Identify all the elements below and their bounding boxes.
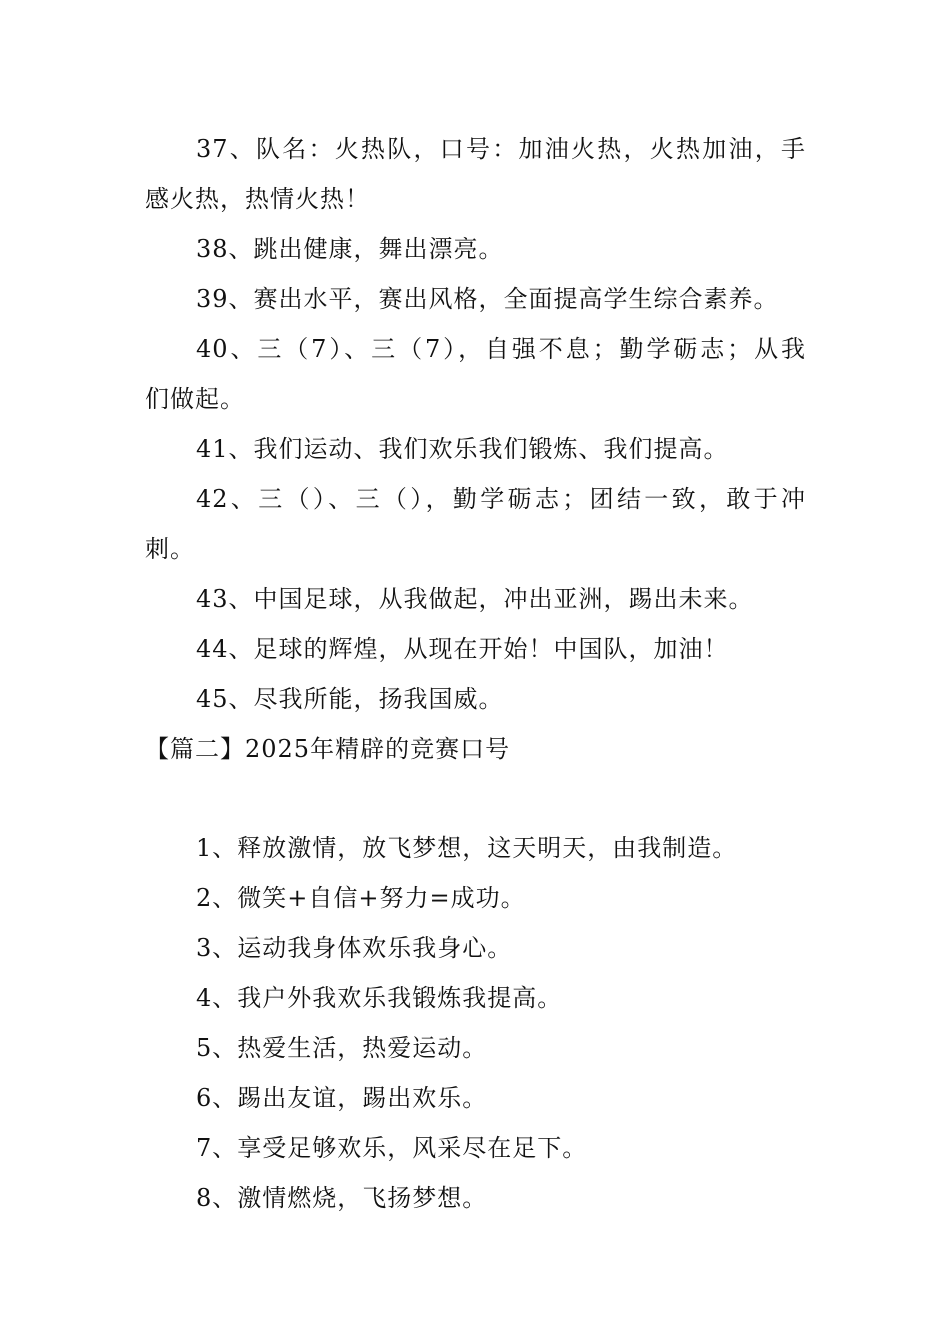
slogan-45: 45、尽我所能，扬我国威。 <box>196 685 504 713</box>
slogan-42-line2: 刺。 <box>145 535 195 563</box>
slogan-39: 39、赛出水平，赛出风格，全面提高学生综合素养。 <box>196 285 779 313</box>
slogan-7: 7、享受足够欢乐，风采尽在足下。 <box>196 1134 588 1162</box>
slogan-41: 41、我们运动、我们欢乐我们锻炼、我们提高。 <box>196 435 729 463</box>
slogan-6: 6、踢出友谊，踢出欢乐。 <box>196 1084 488 1112</box>
slogan-40-line2: 们做起。 <box>145 385 245 413</box>
slogan-5: 5、热爱生活，热爱运动。 <box>196 1034 488 1062</box>
slogan-3: 3、运动我身体欢乐我身心。 <box>196 934 513 962</box>
slogan-1: 1、释放激情，放飞梦想，这天明天，由我制造。 <box>196 834 738 862</box>
slogan-2: 2、微笑+自信+努力=成功。 <box>196 884 526 912</box>
slogan-37-line2: 感火热，热情火热！ <box>145 185 370 213</box>
slogan-37-line1: 37、队名：火热队，口号：加油火热，火热加油，手 <box>196 135 806 163</box>
slogan-4: 4、我户外我欢乐我锻炼我提高。 <box>196 984 563 1012</box>
slogan-43: 43、中国足球，从我做起，冲出亚洲，踢出未来。 <box>196 585 754 613</box>
section-heading: 【篇二】2025年精辟的竞赛口号 <box>145 735 511 763</box>
slogan-44: 44、足球的辉煌，从现在开始！中国队，加油！ <box>196 635 729 663</box>
slogan-38: 38、跳出健康，舞出漂亮。 <box>196 235 504 263</box>
slogan-42-line1: 42、三（）、三（），勤学砺志；团结一致，敢于冲 <box>196 485 806 513</box>
slogan-8: 8、激情燃烧，飞扬梦想。 <box>196 1184 488 1212</box>
slogan-40-line1: 40、三（7）、三（7），自强不息；勤学砺志；从我 <box>196 335 806 363</box>
